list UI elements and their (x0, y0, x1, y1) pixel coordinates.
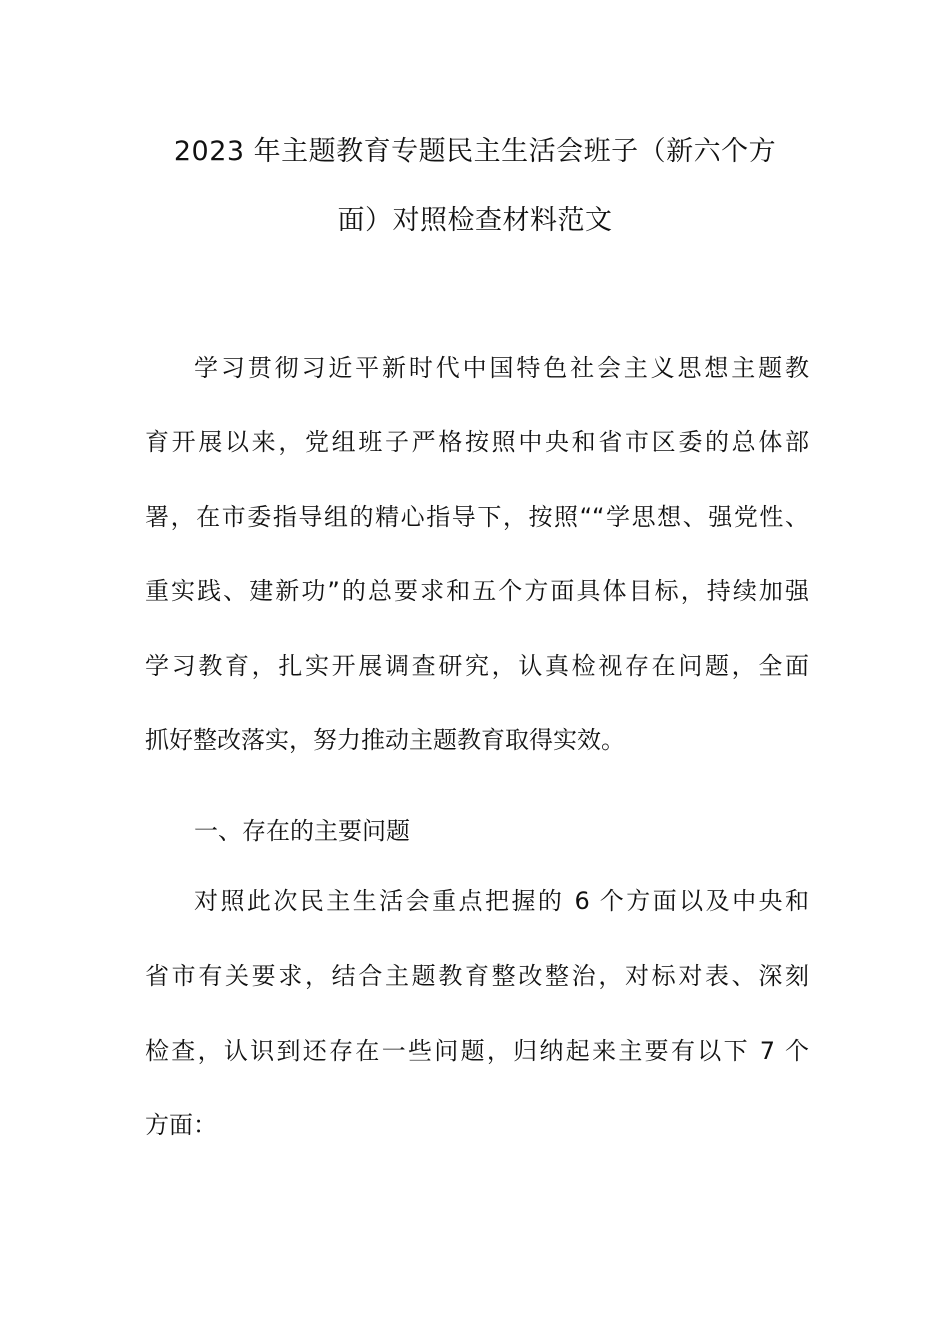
paragraph-1-line-3: 署，在市委指导组的精心指导下，按照““学思想、强党性、 (145, 503, 809, 531)
paragraph-2-line-1: 对照此次民主生活会重点把握的 6 个方面以及中央和 (194, 887, 809, 915)
paragraph-1-line-5: 学习教育，扎实开展调查研究，认真检视存在问题，全面 (145, 652, 809, 680)
paragraph-1-line-6: 抓好整改落实，努力推动主题教育取得实效。 (145, 726, 625, 754)
paragraph-2-line-4: 方面： (145, 1111, 217, 1139)
paragraph-2-line-2: 省市有关要求，结合主题教育整改整治，对标对表、深刻 (145, 962, 809, 990)
paragraph-1-line-4: 重实践、建新功”的总要求和五个方面具体目标，持续加强 (145, 577, 809, 605)
paragraph-1-line-2: 育开展以来，党组班子严格按照中央和省市区委的总体部 (145, 428, 809, 456)
document-title-line-1: 2023 年主题教育专题民主生活会班子（新六个方 (173, 136, 777, 167)
section-1-heading: 一、存在的主要问题 (194, 817, 410, 845)
document-title-line-2: 面）对照检查材料范文 (337, 205, 613, 236)
paragraph-2-line-3: 检查，认识到还存在一些问题，归纳起来主要有以下 7 个 (145, 1037, 809, 1065)
paragraph-1-line-1: 学习贯彻习近平新时代中国特色社会主义思想主题教 (194, 354, 809, 382)
